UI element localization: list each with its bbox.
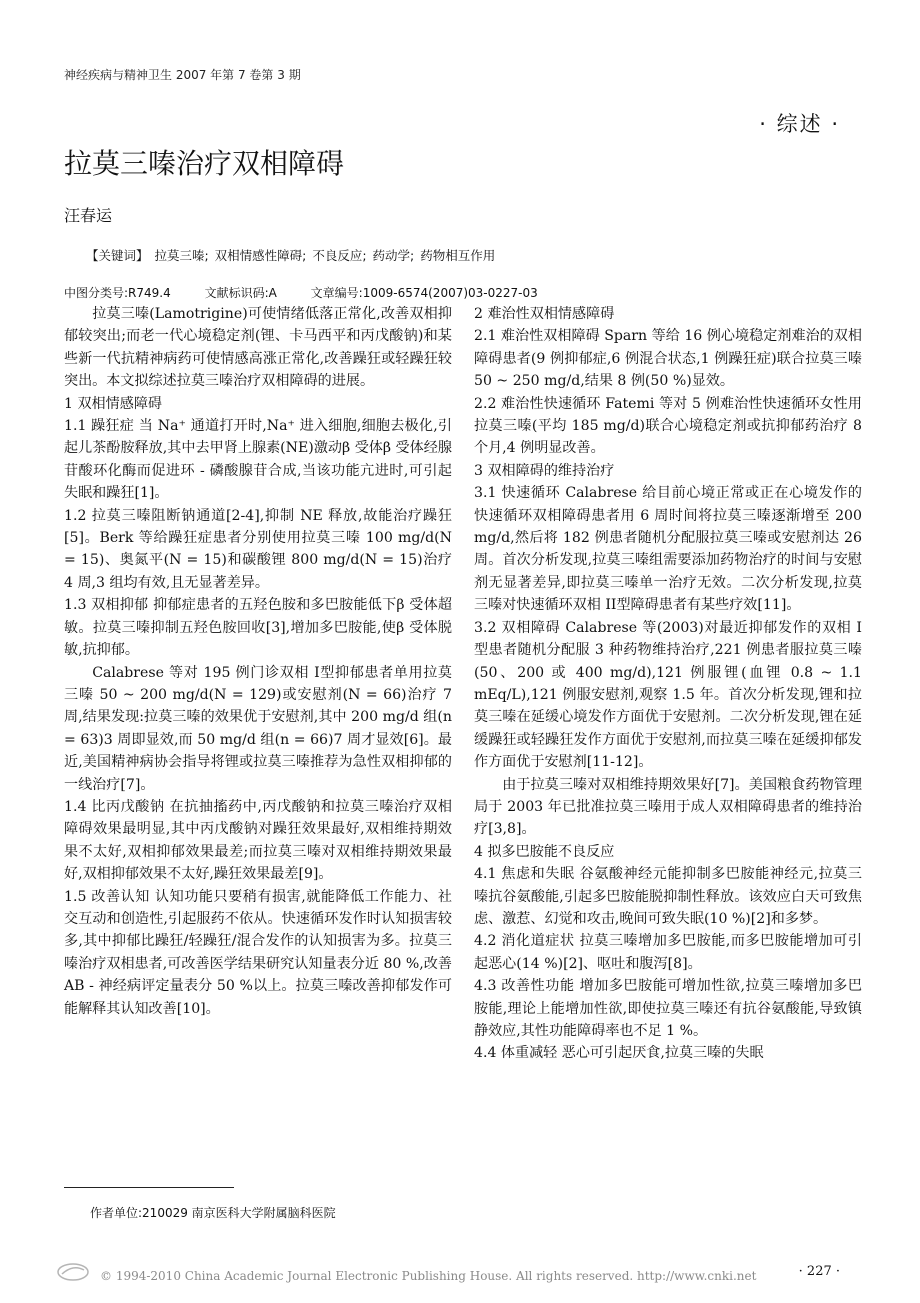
subsection-paragraph: 1.2 拉莫三嗪阻断钠通道[2-4],抑制 NE 释放,故能治疗躁狂[5]。Berk 等给躁狂症患者分别使用拉莫三嗪 100 mg/d(N = 15)、奥氮平(N = 15)和碳酸锂 800 mg/d(N = 15)治疗 4 周,3 组均有效,且无显著差异。 xyxy=(64,507,452,591)
document-code: 文献标识码:A xyxy=(204,286,277,300)
subsection-paragraph: 1.3 双相抑郁 抑郁症患者的五羟色胺和多巴胺能低下β 受体超敏。拉莫三嗪抑制五羟色胺回收[3],增加多巴胺能,使β 受体脱敏,抗抑郁。 xyxy=(64,597,452,659)
footnote-rule xyxy=(64,1187,234,1188)
copyright-notice: © 1994-2010 China Academic Journal Electronic Publishing House. All rights reserved. http://www.cnki.net xyxy=(100,1269,757,1283)
subsection-paragraph: 4.1 焦虑和失眠 谷氨酸神经元能抑制多巴胺能神经元,拉莫三嗪抗谷氨酸能,引起多巴胺能脱抑制性释放。该效应白天可致焦虑、激惹、幻觉和攻击,晚间可致失眠(10 %)[2]和多梦。 xyxy=(474,866,862,927)
intro-paragraph: 拉莫三嗪(Lamotrigine)可使情绪低落正常化,改善双相抑郁较突出;而老一代心境稳定剂(锂、卡马西平和丙戊酸钠)和某些新一代抗精神病药可使情感高涨正常化,改善躁狂或轻躁狂较突出。本文拟综述拉莫三嗪治疗双相障碍的进展。 xyxy=(64,306,452,390)
subsection-paragraph: 2.2 难治性快速循环 Fatemi 等对 5 例难治性快速循环女性用拉莫三嗪(平均 185 mg/d)联合心境稳定剂或抗抑郁药治疗 8 个月,4 例明显改善。 xyxy=(474,395,862,457)
clc-number: 中图分类号:R749.4 xyxy=(64,286,171,300)
keywords: 【关键词】 拉莫三嗪; 双相情感性障碍; 不良反应; 药动学; 药物相互作用 xyxy=(86,248,496,263)
subsection-paragraph: 1.1 躁狂症 当 Na⁺ 通道打开时,Na⁺ 进入细胞,细胞去极化,引起儿茶酚胺释放,其中去甲肾上腺素(NE)激动β 受体β 受体经腺苷酸环化酶而促进环 - 磷酸腺苷合成,当该功能亢进时,可引起失眠和躁狂[1]。 xyxy=(64,418,452,502)
left-column xyxy=(64,303,452,1020)
section-heading: 1 双相情感障碍 xyxy=(64,395,163,412)
section-tag: · 综述 · xyxy=(759,112,840,136)
subsection-paragraph: 3.1 快速循环 Calabrese 给目前心境正常或正在心境发作的快速循环双相障碍患者用 6 周时间将拉莫三嗪逐渐增至 200 mg/d,然后将 182 例患者随机分配服拉莫三嗪或安慰剂达 26 周。首次分析发现,拉莫三嗪组需要添加药物治疗的时间与安慰剂无显著差异,即拉莫三嗪单一治疗无效。二次分析发现,拉莫三嗪对快速循环双相 II型障碍患者有某些疗效[11]。 xyxy=(474,485,862,614)
article-title: 拉莫三嗪治疗双相障碍 xyxy=(64,147,345,180)
author-affiliation: 作者单位:210029 南京医科大学附属脑科医院 xyxy=(90,1206,336,1220)
page-number: · 227 · xyxy=(798,1264,840,1279)
journal-header: 神经疾病与精神卫生 2007 年第 7 卷第 3 期 xyxy=(64,68,301,82)
article-number: 文章编号:1009-6574(2007)03-0227-03 xyxy=(310,286,538,300)
article-meta xyxy=(64,284,864,301)
subsection-paragraph: 3.2 双相障碍 Calabrese 等(2003)对最近抑郁发作的双相 I型患者随机分配服 3 种药物维持治疗,221 例患者服拉莫三嗪(50、200 或 400 mg/d),121 例服锂(血锂 0.8 ~ 1.1 mEq/L),121 例服安慰剂,观察 1.5 年。首次分析发现,锂和拉莫三嗪在延缓心境发作方面优于安慰剂。二次分析发现,锂在延缓躁狂或轻躁狂发作方面优于安慰剂,而拉莫三嗪在延缓抑郁发作方面优于安慰剂[11-12]。 xyxy=(474,619,862,771)
subsection-paragraph: 4.2 消化道症状 拉莫三嗪增加多巴胺能,而多巴胺能增加可引起恶心(14 %)[2]、呕吐和腹泻[8]。 xyxy=(474,933,862,972)
subsection-paragraph: 1.4 比丙戊酸钠 在抗抽搐药中,丙戊酸钠和拉莫三嗪治疗双相障碍效果最明显,其中丙戊酸钠对躁狂效果最好,双相维持期效果不太好,双相抑郁效果最差;而拉莫三嗪对双相维持期效果最好,双相抑郁效果不太好,躁狂效果最差[9]。 xyxy=(64,798,452,883)
author-name: 汪春运 xyxy=(64,206,113,225)
section-heading: 4 拟多巴胺能不良反应 xyxy=(474,843,615,860)
section-heading: 2 难治性双相情感障碍 xyxy=(474,306,615,322)
section-heading: 3 双相障碍的维持治疗 xyxy=(474,462,615,479)
body-paragraph: 由于拉莫三嗪对双相维持期效果好[7]。美国粮食药物管理局于 2003 年已批准拉莫三嗪用于成人双相障碍患者的维持治疗[3,8]。 xyxy=(474,776,862,838)
subsection-paragraph: 1.5 改善认知 认知功能只要稍有损害,就能降低工作能力、社交互动和创造性,引起服药不依从。快速循环发作时认知损害较多,其中抑郁比躁狂/轻躁狂/混合发作的认知损害为多。拉莫三嗪治疗双相患者,可改善医学结果研究认知量表分近 80 %,改善 AB - 神经病评定量表分 50 %以上。拉莫三嗪改善抑郁发作可能解释其认知改善[10]。 xyxy=(64,888,452,1017)
subsection-paragraph: 4.4 体重减轻 恶心可引起厌食,拉莫三嗪的失眠 xyxy=(474,1045,764,1062)
body-paragraph: Calabrese 等对 195 例门诊双相 I型抑郁患者单用拉莫三嗪 50 ~ 200 mg/d(N = 129)或安慰剂(N = 66)治疗 7 周,结果发现:拉莫三嗪的效果优于安慰剂,其中 200 mg/d 组(n = 63)3 周即显效,而 50 mg/d 组(n = 66)7 周才显效[6]。最近,美国精神病协会指导将锂或拉莫三嗪推荐为急性双相抑郁的一线治疗[7]。 xyxy=(64,664,452,793)
cnki-logo-icon xyxy=(56,1262,90,1282)
subsection-paragraph: 2.1 难治性双相障碍 Sparn 等给 16 例心境稳定剂难治的双相障碍患者(9 例抑郁症,6 例混合状态,1 例躁狂症)联合拉莫三嗪 50 ~ 250 mg/d,结果 8 例(50 %)显效。 xyxy=(474,328,862,390)
right-column xyxy=(474,303,862,1065)
subsection-paragraph: 4.3 改善性功能 增加多巴胺能可增加性欲,拉莫三嗪增加多巴胺能,理论上能增加性欲,即使拉莫三嗪还有抗谷氨酸能,导致镇静效应,其性功能障碍率也不足 1 %。 xyxy=(474,978,862,1039)
